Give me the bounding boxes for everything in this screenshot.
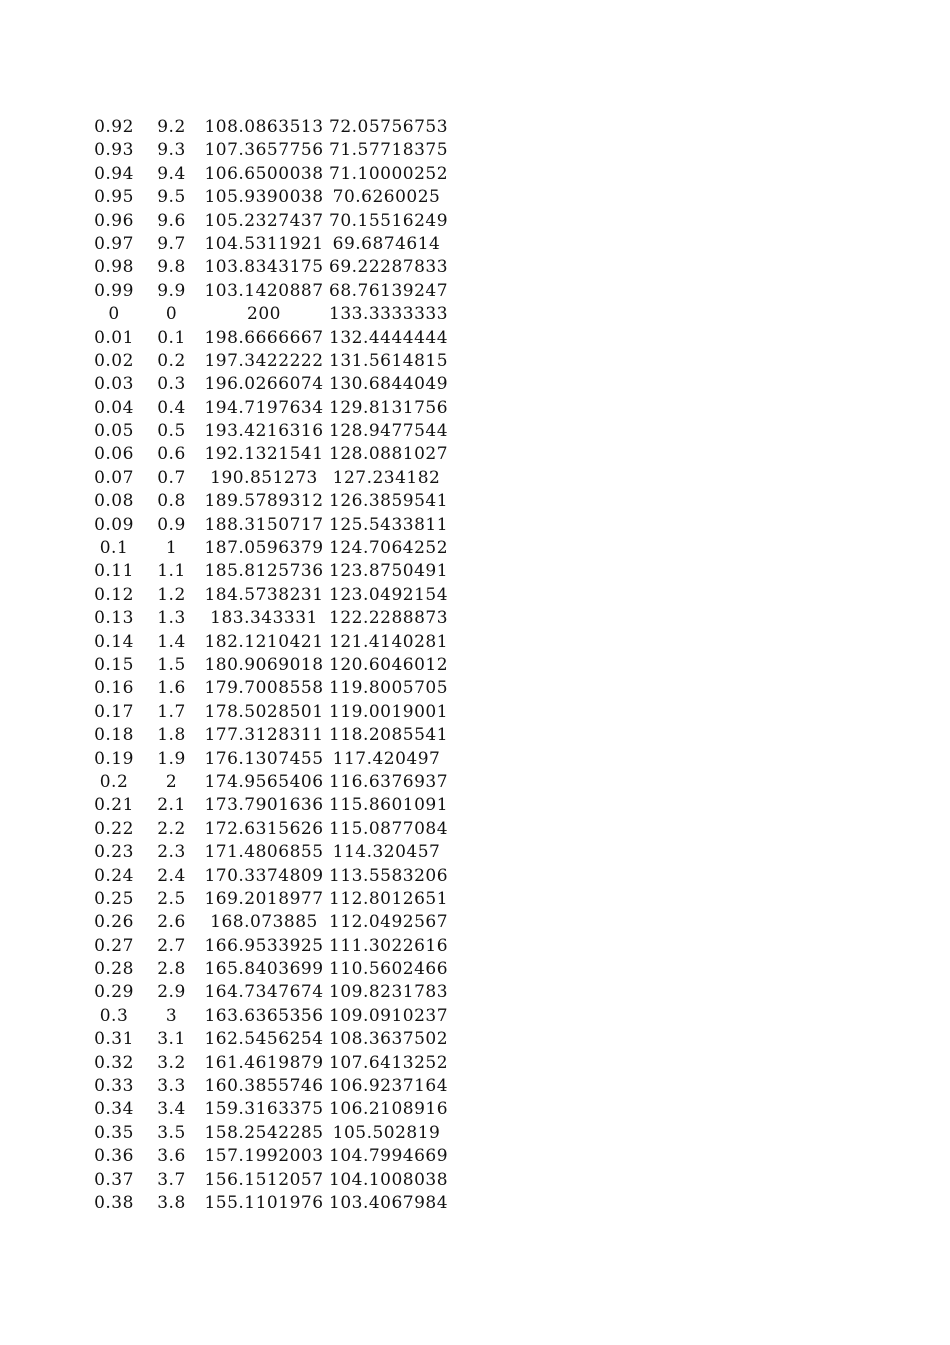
table-cell: 127.234182 bbox=[332, 467, 441, 488]
table-cell: 123.0492154 bbox=[329, 584, 449, 605]
table-cell: 194.7197634 bbox=[204, 397, 324, 418]
table-row bbox=[84, 818, 449, 841]
table-cell: 0.22 bbox=[94, 818, 134, 839]
table-cell: 0.29 bbox=[94, 982, 134, 1003]
table-row bbox=[84, 210, 449, 233]
table-cell: 1 bbox=[165, 538, 178, 559]
table-cell: 0.5 bbox=[157, 421, 186, 442]
table-cell: 171.4806855 bbox=[204, 842, 324, 863]
table-cell: 176.1307455 bbox=[204, 748, 324, 769]
table-cell: 118.2085541 bbox=[329, 725, 449, 746]
table-cell: 0.2 bbox=[157, 350, 186, 371]
table-cell: 0.95 bbox=[94, 187, 134, 208]
table-cell: 112.0492567 bbox=[329, 912, 449, 933]
table-cell: 131.5614815 bbox=[329, 350, 449, 371]
table-cell: 192.1321541 bbox=[204, 444, 324, 465]
table-cell: 105.2327437 bbox=[204, 210, 324, 231]
table-cell: 0.18 bbox=[94, 725, 134, 746]
table-cell: 0.25 bbox=[94, 888, 134, 909]
table-row bbox=[84, 256, 449, 279]
table-cell: 115.0877084 bbox=[329, 818, 449, 839]
table-cell: 70.6260025 bbox=[332, 187, 441, 208]
table-cell: 2.5 bbox=[157, 888, 186, 909]
table-cell: 3.1 bbox=[157, 1029, 186, 1050]
table-cell: 173.7901636 bbox=[204, 795, 324, 816]
data-table bbox=[84, 116, 449, 1215]
table-cell: 0.1 bbox=[99, 538, 129, 559]
table-cell: 0.37 bbox=[94, 1169, 134, 1190]
table-cell: 3.6 bbox=[157, 1146, 186, 1167]
table-cell: 132.4444444 bbox=[329, 327, 449, 348]
table-cell: 0.92 bbox=[94, 117, 134, 137]
table-cell: 190.851273 bbox=[210, 467, 318, 488]
table-cell: 120.6046012 bbox=[329, 654, 449, 675]
table-cell: 1.1 bbox=[157, 561, 186, 582]
table-cell: 2.3 bbox=[157, 842, 186, 863]
table-row bbox=[84, 935, 449, 958]
table-cell: 0.04 bbox=[94, 397, 134, 418]
table-row bbox=[84, 116, 449, 139]
table-cell: 156.1512057 bbox=[204, 1169, 324, 1190]
table-cell: 160.3855746 bbox=[204, 1076, 324, 1097]
table-cell: 9.3 bbox=[157, 140, 186, 161]
table-cell: 72.05756753 bbox=[329, 117, 449, 137]
table-row bbox=[84, 467, 444, 490]
table-cell: 103.1420887 bbox=[204, 280, 324, 301]
table-row bbox=[84, 607, 449, 630]
table-cell: 177.3128311 bbox=[204, 725, 324, 746]
table-cell: 182.1210421 bbox=[204, 631, 324, 652]
table-cell: 169.2018977 bbox=[204, 888, 324, 909]
table-cell: 0.26 bbox=[94, 912, 134, 933]
table-cell: 109.8231783 bbox=[329, 982, 449, 1003]
table-cell: 107.6413252 bbox=[329, 1052, 449, 1073]
table-row bbox=[84, 537, 449, 560]
table-row bbox=[84, 888, 449, 911]
table-row bbox=[84, 677, 449, 700]
table-cell: 0.93 bbox=[94, 140, 134, 161]
table-cell: 185.8125736 bbox=[204, 561, 324, 582]
table-row bbox=[84, 584, 449, 607]
table-cell: 0.09 bbox=[94, 514, 134, 535]
table-cell: 0.07 bbox=[94, 467, 134, 488]
table-row bbox=[84, 327, 449, 350]
table-cell: 3.3 bbox=[157, 1076, 186, 1097]
table-cell: 170.3374809 bbox=[204, 865, 324, 886]
table-cell: 119.0019001 bbox=[329, 701, 449, 722]
table-cell: 119.8005705 bbox=[329, 678, 449, 699]
table-row bbox=[84, 771, 449, 794]
table-cell: 179.7008558 bbox=[204, 678, 324, 699]
table-row bbox=[84, 350, 449, 373]
table-cell: 0.35 bbox=[94, 1122, 134, 1143]
table-row bbox=[84, 1052, 449, 1075]
table-cell: 0.36 bbox=[94, 1146, 134, 1167]
table-cell: 197.3422222 bbox=[204, 350, 324, 371]
table-cell: 106.9237164 bbox=[329, 1076, 449, 1097]
table-row bbox=[84, 724, 449, 747]
table-cell: 0.1 bbox=[157, 327, 186, 348]
table-cell: 174.9565406 bbox=[204, 771, 324, 792]
table-cell: 159.3163375 bbox=[204, 1099, 324, 1120]
table-cell: 2 bbox=[165, 771, 178, 792]
table-row bbox=[84, 1169, 449, 1192]
table-cell: 105.502819 bbox=[332, 1122, 441, 1143]
table-cell: 104.5311921 bbox=[204, 233, 324, 254]
table-cell: 0.21 bbox=[94, 795, 134, 816]
table-cell: 1.2 bbox=[157, 584, 186, 605]
table-cell: 122.2288873 bbox=[329, 608, 449, 629]
table-cell: 166.9533925 bbox=[204, 935, 324, 956]
table-cell: 0.06 bbox=[94, 444, 134, 465]
table-cell: 0.05 bbox=[94, 421, 134, 442]
table-cell: 110.5602466 bbox=[329, 959, 449, 980]
table-row bbox=[84, 1028, 449, 1051]
table-cell: 0.01 bbox=[94, 327, 134, 348]
table-row bbox=[84, 911, 449, 934]
table-row bbox=[84, 1075, 449, 1098]
table-cell: 188.3150717 bbox=[204, 514, 324, 535]
table-row bbox=[84, 514, 449, 537]
table-cell: 1.4 bbox=[157, 631, 186, 652]
table-cell: 0.31 bbox=[94, 1029, 134, 1050]
table-cell: 2.4 bbox=[157, 865, 186, 886]
table-cell: 115.8601091 bbox=[329, 795, 449, 816]
table-cell: 126.3859541 bbox=[329, 491, 449, 512]
table-cell: 129.8131756 bbox=[329, 397, 449, 418]
table-cell: 2.1 bbox=[157, 795, 186, 816]
table-row bbox=[84, 631, 449, 654]
table-cell: 104.7994669 bbox=[329, 1146, 449, 1167]
table-cell: 200 bbox=[247, 304, 281, 325]
table-cell: 2.7 bbox=[157, 935, 186, 956]
table-cell: 0.13 bbox=[94, 608, 134, 629]
table-cell: 189.5789312 bbox=[204, 491, 324, 512]
table-cell: 133.3333333 bbox=[329, 304, 449, 325]
table-cell: 103.4067984 bbox=[329, 1192, 449, 1213]
table-cell: 1.9 bbox=[157, 748, 186, 769]
table-row bbox=[84, 865, 449, 888]
table-cell: 9.8 bbox=[157, 257, 186, 278]
table-cell: 193.4216316 bbox=[204, 421, 324, 442]
table-cell: 180.9069018 bbox=[204, 654, 324, 675]
table-row bbox=[84, 233, 444, 256]
table-cell: 0.24 bbox=[94, 865, 134, 886]
table-cell: 71.57718375 bbox=[329, 140, 449, 161]
table-cell: 0.23 bbox=[94, 842, 134, 863]
table-row bbox=[84, 303, 449, 326]
table-cell: 0.4 bbox=[157, 397, 186, 418]
table-cell: 0.96 bbox=[94, 210, 134, 231]
table-cell: 162.5456254 bbox=[204, 1029, 324, 1050]
table-cell: 0.7 bbox=[157, 467, 186, 488]
table-cell: 9.7 bbox=[157, 233, 186, 254]
table-cell: 0.17 bbox=[94, 701, 134, 722]
table-cell: 0.33 bbox=[94, 1076, 134, 1097]
table-row bbox=[84, 420, 449, 443]
table-cell: 105.9390038 bbox=[204, 187, 324, 208]
table-cell: 158.2542285 bbox=[204, 1122, 324, 1143]
table-cell: 124.7064252 bbox=[329, 538, 449, 559]
table-cell: 1.3 bbox=[157, 608, 186, 629]
table-cell: 0.8 bbox=[157, 491, 186, 512]
table-cell: 128.9477544 bbox=[329, 421, 449, 442]
table-cell: 3.2 bbox=[157, 1052, 186, 1073]
table-cell: 168.073885 bbox=[210, 912, 318, 933]
table-cell: 2.6 bbox=[157, 912, 186, 933]
table-cell: 106.2108916 bbox=[329, 1099, 449, 1120]
table-cell: 111.3022616 bbox=[329, 935, 449, 956]
table-cell: 0.02 bbox=[94, 350, 134, 371]
table-row bbox=[84, 139, 449, 162]
table-cell: 0.19 bbox=[94, 748, 134, 769]
table-row bbox=[84, 397, 449, 420]
table-cell: 3.8 bbox=[157, 1192, 186, 1213]
table-cell: 3.5 bbox=[157, 1122, 186, 1143]
table-cell: 2.8 bbox=[157, 959, 186, 980]
table-cell: 0 bbox=[108, 304, 120, 325]
table-cell: 1.8 bbox=[157, 725, 186, 746]
table-cell: 123.8750491 bbox=[329, 561, 449, 582]
table-cell: 3.4 bbox=[157, 1099, 186, 1120]
table-cell: 9.5 bbox=[157, 187, 186, 208]
table-cell: 114.320457 bbox=[332, 842, 441, 863]
table-cell: 70.15516249 bbox=[329, 210, 449, 231]
table-cell: 0.28 bbox=[94, 959, 134, 980]
table-cell: 164.7347674 bbox=[204, 982, 324, 1003]
table-cell: 9.6 bbox=[157, 210, 186, 231]
table-row bbox=[84, 1122, 444, 1145]
table-cell: 0.12 bbox=[94, 584, 134, 605]
table-cell: 196.0266074 bbox=[204, 374, 324, 395]
table-cell: 117.420497 bbox=[332, 748, 441, 769]
table-cell: 0 bbox=[165, 304, 178, 325]
table-row bbox=[84, 841, 444, 864]
table-cell: 0.3 bbox=[99, 1005, 129, 1026]
table-cell: 161.4619879 bbox=[204, 1052, 324, 1073]
table-cell: 3 bbox=[165, 1005, 178, 1026]
table-cell: 69.22287833 bbox=[329, 257, 449, 278]
table-row bbox=[84, 748, 444, 771]
table-cell: 0.32 bbox=[94, 1052, 134, 1073]
table-cell: 130.6844049 bbox=[329, 374, 449, 395]
table-cell: 198.6666667 bbox=[204, 327, 324, 348]
table-row bbox=[84, 163, 449, 186]
table-cell: 9.2 bbox=[157, 117, 186, 137]
table-cell: 108.0863513 bbox=[204, 117, 324, 137]
table-cell: 0.03 bbox=[94, 374, 134, 395]
table-cell: 0.2 bbox=[99, 771, 129, 792]
table-cell: 2.2 bbox=[157, 818, 186, 839]
table-cell: 1.6 bbox=[157, 678, 186, 699]
table-cell: 0.34 bbox=[94, 1099, 134, 1120]
table-row bbox=[84, 443, 449, 466]
table-cell: 163.6365356 bbox=[204, 1005, 324, 1026]
table-cell: 103.8343175 bbox=[204, 257, 324, 278]
table-cell: 128.0881027 bbox=[329, 444, 449, 465]
table-cell: 157.1992003 bbox=[204, 1146, 324, 1167]
table-row bbox=[84, 981, 449, 1004]
table-row bbox=[84, 1098, 449, 1121]
table-cell: 0.16 bbox=[94, 678, 134, 699]
table-cell: 0.98 bbox=[94, 257, 134, 278]
table-cell: 172.6315626 bbox=[204, 818, 324, 839]
table-cell: 0.6 bbox=[157, 444, 186, 465]
table-row bbox=[84, 373, 449, 396]
table-cell: 109.0910237 bbox=[329, 1005, 449, 1026]
table-cell: 9.9 bbox=[157, 280, 186, 301]
table-cell: 0.94 bbox=[94, 163, 134, 184]
table-cell: 108.3637502 bbox=[329, 1029, 449, 1050]
table-cell: 183.343331 bbox=[210, 608, 318, 629]
table-cell: 0.99 bbox=[94, 280, 134, 301]
table-cell: 104.1008038 bbox=[329, 1169, 449, 1190]
table-cell: 116.6376937 bbox=[329, 771, 449, 792]
table-cell: 68.76139247 bbox=[329, 280, 449, 301]
table-row bbox=[84, 1145, 449, 1168]
table-cell: 184.5738231 bbox=[204, 584, 324, 605]
table-cell: 9.4 bbox=[157, 163, 186, 184]
table-cell: 0.38 bbox=[94, 1192, 134, 1213]
table-row bbox=[84, 280, 449, 303]
table-cell: 107.3657756 bbox=[204, 140, 324, 161]
table-cell: 155.1101976 bbox=[204, 1192, 324, 1213]
table-cell: 178.5028501 bbox=[204, 701, 324, 722]
table-row bbox=[84, 958, 449, 981]
table-cell: 187.0596379 bbox=[204, 538, 324, 559]
table-row bbox=[84, 1005, 449, 1028]
table-cell: 69.6874614 bbox=[332, 233, 441, 254]
table-row bbox=[84, 560, 449, 583]
table-row bbox=[84, 186, 444, 209]
table-cell: 106.6500038 bbox=[204, 163, 324, 184]
table-cell: 125.5433811 bbox=[329, 514, 449, 535]
table-cell: 71.10000252 bbox=[329, 163, 449, 184]
table-cell: 0.08 bbox=[94, 491, 134, 512]
table-cell: 0.3 bbox=[157, 374, 186, 395]
table-cell: 1.7 bbox=[157, 701, 186, 722]
table-cell: 112.8012651 bbox=[329, 888, 449, 909]
table-cell: 0.27 bbox=[94, 935, 134, 956]
table-cell: 0.11 bbox=[94, 561, 134, 582]
table-cell: 0.9 bbox=[157, 514, 186, 535]
table-cell: 0.15 bbox=[94, 654, 134, 675]
table-cell: 121.4140281 bbox=[329, 631, 449, 652]
table-cell: 165.8403699 bbox=[204, 959, 324, 980]
table-cell: 0.97 bbox=[94, 233, 134, 254]
table-cell: 113.5583206 bbox=[329, 865, 449, 886]
table-row bbox=[84, 701, 449, 724]
table-cell: 2.9 bbox=[157, 982, 186, 1003]
table-cell: 0.14 bbox=[94, 631, 134, 652]
table-row bbox=[84, 490, 449, 513]
table-row bbox=[84, 1192, 449, 1215]
table-row bbox=[84, 794, 449, 817]
table-cell: 3.7 bbox=[157, 1169, 186, 1190]
table-row bbox=[84, 654, 449, 677]
table-cell: 1.5 bbox=[157, 654, 186, 675]
